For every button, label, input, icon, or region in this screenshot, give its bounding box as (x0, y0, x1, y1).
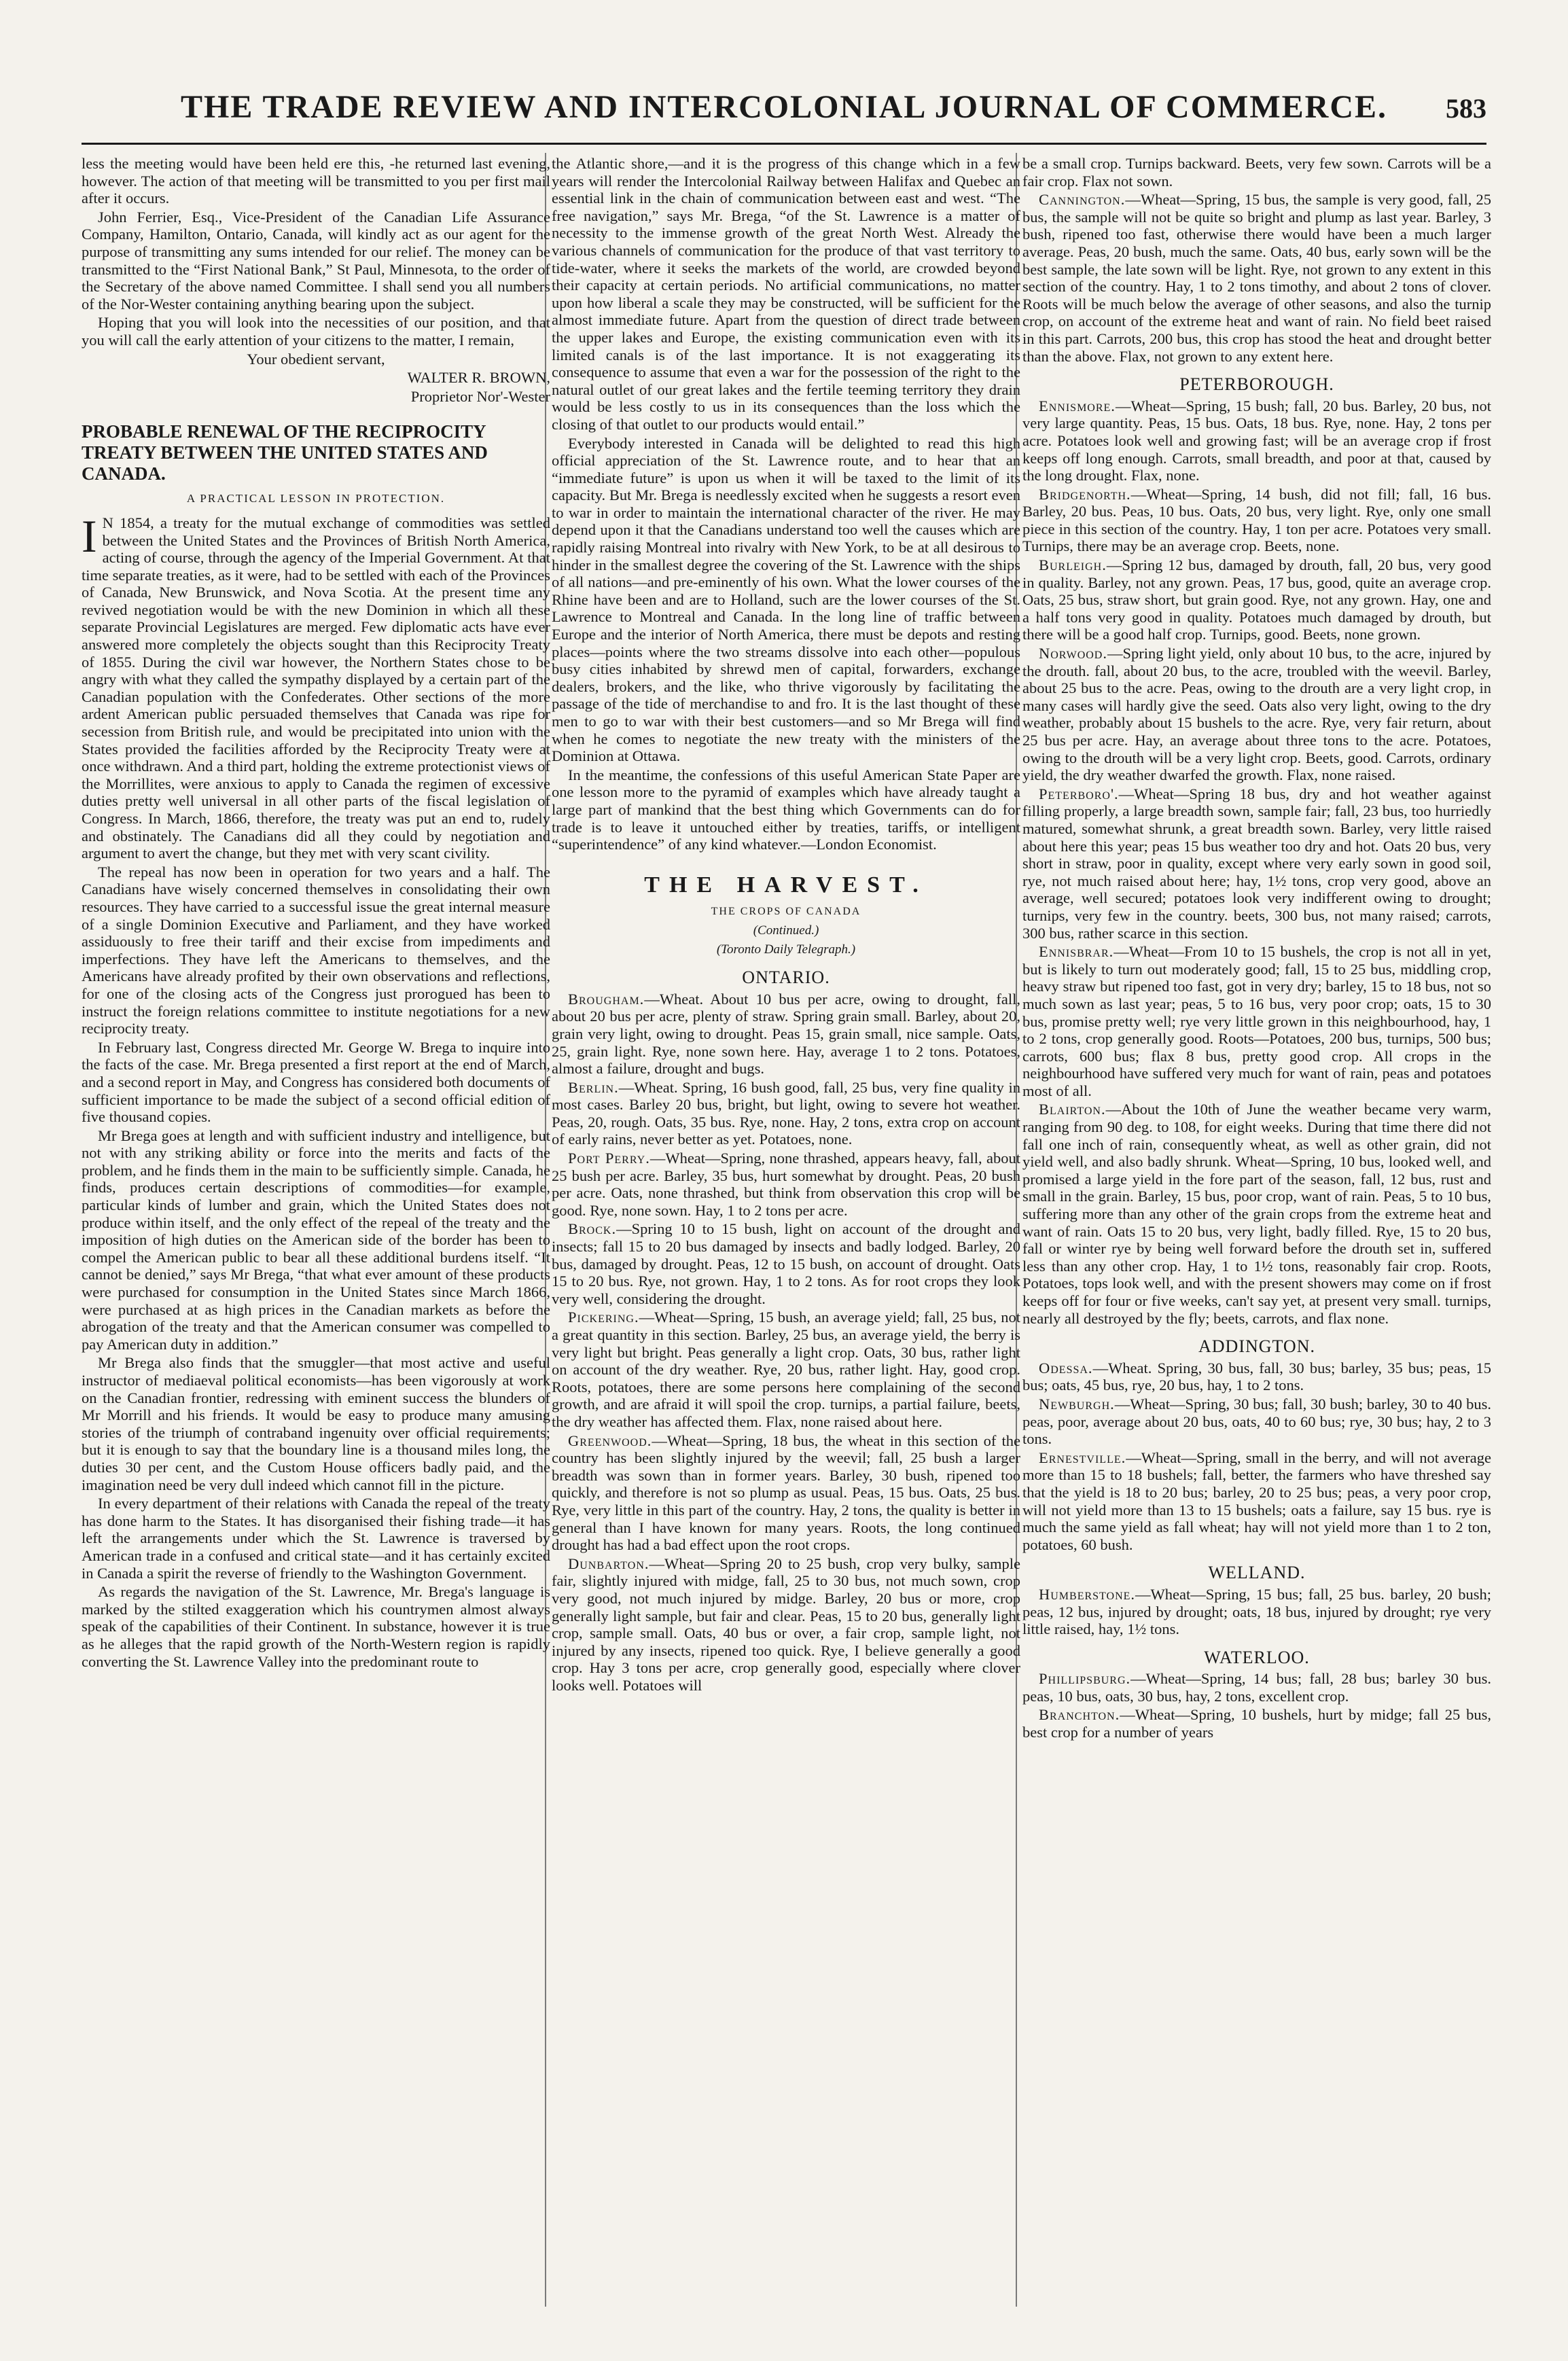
harvest-entry (1022, 1586, 1491, 1638)
article-title: PROBABLE RENEWAL OF THE RECIPROCITY TREATY BETWEEN THE UNITED STATES AND CANADA. (82, 421, 488, 484)
harvest-entries (1022, 1586, 1491, 1638)
entry-text: —Spring 12 bus, damaged by drouth, fall, 20 bus, very good in quality. Barley, not any grown. Peas, 17 bus, good, quite an average crop. Oats, 25 bus, straw short, but grain good. Rye, not any grown. Hay, one and a half tons very good in quality. Potatoes much damaged by drouth, but there will be a good half crop. Turnips, good. Beets, none grown. (1022, 556, 1491, 643)
entry-place: Dunbarton. (568, 1555, 649, 1572)
harvest-entries (1022, 155, 1491, 365)
entry-text: —Wheat—Spring, 18 bus, the wheat in this section of the country has been slightly injured by the weevil; fall, 25 bush a larger breadth was sown than in former years. Barley, 30 bush, ripened too quickly, and therefore is not so plump as usual. Peas, 15 bus. Oats, 25 bus. Rye, very little in this part of the country. Hay, 2 tons, the quality is better in general than I have known for many years. Roots, the long continued drought has had a bad effect upon the root crops. (552, 1432, 1020, 1554)
harvest-entry (1022, 155, 1491, 190)
entry-place: Cannington. (1039, 191, 1126, 209)
district-heading: PETERBOROUGH. (1179, 374, 1334, 395)
entry-text: —Spring light yield, only about 10 bus, to the acre, injured by the drouth. fall, about 20 bus, to the acre, troubled with the weevil. Barley, about 25 bus to the acre. Peas, owing to the drouth are a very light crop, in many cases will hardly give the seed. Oats also very light, owing to the dry weather, probably about 15 bushels to the acre. Rye, very fair return, about 25 bus per acre. Hay, an average about three tons to the acre. Potatoes, owing to the drouth will be a very light crop. Beets, good. Carrots, ordinary yield, the dry weather dwarfed the growth. Flax, none raised. (1022, 645, 1491, 784)
harvest-entries (1022, 1360, 1491, 1554)
harvest-entry (1022, 785, 1491, 942)
article-paragraph: Everybody interested in Canada will be delighted to read this high official appreciation of the St. Lawrence route, and to hear that an “immediate future” is upon us when it will be taxed to the limit of its capacity. But Mr. Brega is needlessly excited when he suggests a resort even to war in order to maintain the international character of the river. He may depend upon it that the Canadians understand too well the causes which are rapidly raising Montreal into rivalry with New York, to be at all desirous to hinder in the smallest degree the covering of the St. Lawrence with the ships of all nations—and pre-eminently of his own. What the lower courses of the Rhine have been and are to Holland, such are the lower courses of the St. Lawrence to Montreal and Canada. In the long line of traffic between Europe and the interior of North America, there must be depots and resting places—points where the two streams dissolve into each other—populous busy cities inhabited by shrewd men of capital, forwarders, exchange dealers, brokers, and the like, who thrive vigorously by facilitating the passage of the tide of merchandise to and fro. It is the last thought of these men to go to war with their best customers—and so Mr Brega will find when he comes to negotiate the new treaty with the ministers of the Dominion at Ottawa. (552, 434, 1020, 765)
entry-place: Ennisbrar. (1039, 943, 1114, 961)
entry-place: Berlin. (568, 1078, 619, 1096)
entry-place: Greenwood. (568, 1432, 652, 1449)
entry-text: —Wheat—Spring, none thrashed, appears heavy, fall, about 25 bush per acre. Barley, 35 bus, hurt somewhat by drought. Peas, 20 bush per acre. Oats, none thrashed, but think from observation this crop will be good. Rye, none sown. Hay, 1 to 2 tons per acre. (552, 1150, 1020, 1219)
harvest-entry (552, 1432, 1020, 1554)
article-subtitle: A PRACTICAL LESSON IN PROTECTION. (186, 492, 446, 505)
entry-text: —Wheat—Spring, 15 bus, the sample is very good, fall, 25 bus, the sample will not be quite so bright and plump as last year. Barley, 3 bush, ripened too fast, otherwise there would have been a much larger average. Peas, 20 bush, much the same. Oats, 40 bus, early sown will be the best sample, the late sown will be light. Rye, not grown to any extent in this section of the country. Hay, 1 to 2 tons timothy, and about 2 tons of clover. Roots will be much below the average of other seasons, and also the turnip crop, on account of the extreme heat and want of rain. No field beet raised in this part. Carrots, 200 bus, this crop has stood the heat and drought better than the above. Flax, not grown to any extent here. (1022, 191, 1491, 365)
province-heading: ONTARIO. (742, 968, 830, 988)
masthead (0, 88, 1568, 136)
harvest-entry (552, 1309, 1020, 1430)
harvest-entry (1022, 397, 1491, 484)
harvest-entry (1022, 1670, 1491, 1705)
entry-place: Ernestville. (1039, 1449, 1126, 1466)
entry-text: —Wheat—From 10 to 15 bushels, the crop is not all in yet, but is likely to turn out moderately good; fall, 15 to 25 bus, middling crop, heavy straw but ripened too fast, got in very dry; barley, 15 to 18 bus, not so much sown as last year; peas, 5 to 16 bus, very poor crop; oats, 15 to 30 bus, promise pretty well; rye very little grown in this neighbourhood, hay, 1 to 2 tons, crop generally good. Roots—Potatoes, 200 bus, turnips, 500 bus; carrots, 600 bus; flax 8 bus, pretty good crop. All crops in the neighbourhood have suffered very much for want of rain, peas and potatoes most of all. (1022, 943, 1491, 1099)
column-1 (82, 155, 550, 2302)
harvest-entry (1022, 1101, 1491, 1327)
harvest-entries (552, 991, 1020, 1694)
entry-place: Humberstone. (1039, 1585, 1136, 1603)
entry-text: —Wheat—Spring, 10 bushels, hurt by midge; fall 25 bus, best crop for a number of years (1022, 1706, 1491, 1741)
letter-paragraph: John Ferrier, Esq., Vice-President of the Canadian Life Assurance Company, Hamilton, Ontario, Canada, will kindly act as our agent for the purpose of transmitting any sums intended for our relief. The money can be transmitted to the “First National Bank,” St Paul, Minnesota, to the order of the Secretary of the above named Committee. I shall send you all numbers of the Nor-Wester containing anything bearing upon the subject. (82, 208, 550, 313)
harvest-entry (1022, 1449, 1491, 1554)
entry-text: —About the 10th of June the weather became very warm, ranging from 90 deg. to 108, for eight weeks. During that time there did not fall one inch of rain, consequently wheat, as well as other grain, did not yield well, and also badly shrunk. Wheat—Spring, 10 bus, looked well, and promised a large yield in the fore part of the season, fall, 12 bus, rust and small in the grain. Barley, 15 bus, poor crop, want of rain. Peas, 5 to 10 bus, suffering more than any other of the grain crops from the extreme heat and want of rain. Oats 15 to 20 bus, very light, badly filled. Rye, 15 to 20 bus, fall or winter rye by being well forward before the drouth set in, suffered less than any other crop. Hay, 1 to 1½ tons, reasonably fair crop. Roots, Potatoes, tops look well, and with the present showers may come on if frost keeps off for four or five weeks, can't say yet, at present very small. turnips, nearly all destroyed by the fly; beets, carrots, and flax none. (1022, 1101, 1491, 1327)
harvest-entry (1022, 486, 1491, 555)
harvest-entry (552, 1555, 1020, 1694)
harvest-entry (1022, 645, 1491, 784)
letter-paragraph: less the meeting would have been held ere this, -he returned last evening, however. The action of that meeting will be transmitted to you per first mail after it occurs. (82, 155, 550, 207)
entry-text: —Wheat—Spring, small in the berry, and will not average more than 15 to 18 bushels; fall, better, the farmers who have threshed say that the yield is 18 to 20 bus; barley, 20 to 25 bus; peas, a very poor crop, will not yield more than 13 to 15 bushels; oats a failure, say 15 bus. rye is much the same yield as fall wheat; hay will not yield more than 1 to 2 ton, potatoes, 60 bush. (1022, 1449, 1491, 1553)
entry-text: —Wheat—Spring, 30 bus; fall, 30 bush; barley, 30 to 40 bus. peas, poor, average about 20 bus, oats, 40 to 60 bus; rye, 30 bus; hay, 2 to 3 tons. (1022, 1395, 1491, 1448)
harvest-heading: THE HARVEST. (644, 872, 928, 898)
entry-text: —Wheat—Spring, 15 bush, an average yield; fall, 25 bus, not a great quantity in this section. Barley, 25 bus, an average yield, the berry is very light but bright. Peas generally a light crop. Oats, 30 bus, rather light on account of the dry weather. Rye, 20 bus, rather light. Hay, good crop. Roots, potatoes, there are some persons here complaining of the second growth, and are afraid it will spoil the crop. turnips, a partial failure, beets, the dry weather has affected them. Flax, none raised about here. (552, 1309, 1020, 1430)
entry-text: be a small crop. Turnips backward. Beets, very few sown. Carrots will be a fair crop. Flax not sown. (1022, 155, 1491, 190)
harvest-entry (552, 1150, 1020, 1219)
entry-place: Burleigh. (1039, 556, 1107, 574)
entry-text: —Wheat—Spring, 15 bush; fall, 20 bus. Barley, 20 bus, not very large quantity. Peas, 15 bus. Oats, 18 bus. Rye, none. Hay, 2 tons per acre. Potatoes look well and growing fast; will be an average crop if frost keeps off long enough. Carrots, small breadth, and poor at that, caused by the long drought. Flax, none. (1022, 397, 1491, 484)
entry-text: —Wheat—Spring 20 to 25 bush, crop very bulky, sample fair, slightly injured with midge, fall, 25 to 30 bus, not much sown, crop very good, not much injured by midge. Barley, 20 bus or more, crop generally light sample, but fair and clear. Peas, 15 to 20 bus, generally light crop, sample small. Oats, 40 bus or over, a fair crop, sample light, not injured by any insects, ripened too quick. Rye, I believe generally a good crop. Hay 3 tons per acre, crop generally good, especially where clover looks well. Potatoes will (552, 1555, 1020, 1694)
entry-place: Newburgh. (1039, 1395, 1115, 1413)
article-paragraph: As regards the navigation of the St. Lawrence, Mr. Brega's language is marked by the stilted exaggeration which his countrymen almost always speak of the capabilities of their Continent. In substance, however it is true as he alleges that the rapid growth of the North-Western region is rapidly converting the St. Lawrence Valley into the predominant route to (82, 1583, 550, 1670)
entry-place: Phillipsburg. (1039, 1670, 1131, 1688)
entry-text: —Wheat. Spring, 30 bus, fall, 30 bus; barley, 35 bus; peas, 15 bus; oats, 45 bus, rye, 20 bus, hay, 1 to 2 tons. (1022, 1359, 1491, 1394)
entry-text: —Wheat—Spring, 15 bus; fall, 25 bus. barley, 20 bush; peas, 12 bus, injured by drought; oats, 18 bus, injured by drought; rye very little raised, hay, 1½ tons. (1022, 1585, 1491, 1638)
column-3 (1022, 155, 1491, 2302)
harvest-entry (1022, 556, 1491, 643)
journal-title: THE TRADE REVIEW AND INTERCOLONIAL JOURNAL OF COMMERCE. (180, 89, 1387, 125)
entry-place: Bridgenorth. (1039, 485, 1131, 503)
district-heading: WELLAND. (1208, 1563, 1306, 1583)
entry-place: Peterboro'. (1039, 785, 1119, 802)
harvest-entry (552, 991, 1020, 1078)
entry-place: Brock. (568, 1220, 617, 1238)
entry-place: Norwood. (1039, 645, 1107, 662)
article-paragraph: In every department of their relations with Canada the repeal of the treaty has done harm to the States. It has disorganised their fishing trade—it has left the arrangements under which the St. Lawrence is traversed by American trade in a confused and critical state—and it has certainly excited in Canada a spirit the reverse of friendly to the Washington Government. (82, 1495, 550, 1582)
entry-text: —Spring 10 to 15 bush, light on account of the drought and insects; fall 15 to 20 bus damaged by insects and badly lodged. Barley, 20 bus, damaged by drought. Peas, 12 to 15 bush, on account of drought. Oats 15 to 20 bus. Rye, not grown. Hay, 1 to 2 tons. As for root crops they look very well, considering the drought. (552, 1220, 1020, 1307)
entry-text: —Wheat. Spring, 16 bush good, fall, 25 bus, very fine quality in most cases. Barley 20 bus, bright, but light, owing to severe hot weather. Peas, 20, rough. Oats, 35 bus. Rye, none. Hay, 2 tons, extra crop on account of early rains, never better as yet. Potatoes, none. (552, 1078, 1020, 1148)
article-paragraph: In the meantime, the confessions of this useful American State Paper are one lesson more to the pyramid of examples which have already taught a large part of mankind that the best thing which Governments can do for trade is to leave it untouched either by treaties, tariffs, or intelligent “superintendence” of any kind whatever.—London Economist. (552, 766, 1020, 853)
entry-place: Brougham. (568, 990, 645, 1008)
entry-text: —Wheat. About 10 bus per acre, owing to drought, fall, about 20 bus per acre, plenty of straw. Spring grain small. Barley, about 20, grain very light, owing to drought. Peas 15, grain small, nice sample. Oats, 25, grain light. Rye, none sown here. Hay, average 1 to 2 tons. Potatoes, almost a failure, drought and bugs. (552, 990, 1020, 1078)
letter-signature-role: Proprietor Nor'-Wester (410, 387, 550, 405)
entry-text: —Wheat—Spring, 14 bush, did not fill; fall, 16 bus. Barley, 20 bus. Peas, 10 bus. Oats, 20 bus, very light. Rye, only one small piece in this section of the country. Hay, 1 ton per acre. Potatoes very small. Turnips, there may be an average crop. Beets, none. (1022, 485, 1491, 555)
harvest-entry (1022, 191, 1491, 365)
harvest-subheading: THE CROPS OF CANADA (711, 906, 861, 918)
letter-paragraph: Hoping that you will look into the necessities of our position, and that you will call the early attention of your citizens to the matter, I remain, (82, 314, 550, 349)
harvest-entry (1022, 1396, 1491, 1448)
entry-place: Odessa. (1039, 1359, 1093, 1377)
harvest-entries (1022, 397, 1491, 1327)
harvest-entry (1022, 943, 1491, 1099)
harvest-entry (552, 1079, 1020, 1148)
harvest-source: (Toronto Daily Telegraph.) (716, 942, 856, 957)
entry-place: Ennismore. (1039, 397, 1116, 414)
drop-cap: I (82, 510, 97, 562)
column-2 (552, 155, 1020, 2302)
article-paragraph: I N 1854, a treaty for the mutual exchange of commodities was settled between the United States and the Provinces of British North America, acting of course, through the agency of the Imperial Government. At that time separate treaties, as it were, had to be settled with each of the Provinces of Canada, New Brunswick, and Nova Scotia. At the present time any revived negotiation would be with the new Dominion in which all these separate Provincial Legislatures are merged. Few diplomatic acts have ever answered more completely the objects sought than this Reciprocity Treaty of 1855. During the civil war however, the Northern States chose to be angry with what they called the sympathy displayed by a certain part of the Canadian population with the Confederates. Other sections of the more ardent American public persuaded themselves that Canada was ripe for secession from British rule, and would be precipitated into union with the States provided the facilities afforded by the Reciprocity Treaty were at once withdrawn. And a third part, holding the extreme protectionist views of the Morrillites, were anxious to apply to Canada the regimen of excessive duties pretty well universal in all other parts of the fiscal legislation of Congress. In March, 1866, therefore, the treaty was put an end to, rudely and obstinately. The Canadians did all they could by negotiation and argument to avert the change, but they met with very scant civility. (82, 510, 550, 862)
entry-place: Pickering. (568, 1309, 639, 1326)
letter-signature: WALTER R. BROWN, (407, 369, 550, 387)
entry-place: Branchton. (1039, 1706, 1120, 1724)
district-heading: ADDINGTON. (1198, 1336, 1315, 1357)
page-number: 583 (1446, 93, 1486, 124)
harvest-entry (1022, 1360, 1491, 1394)
entry-place: Blairton. (1039, 1101, 1106, 1118)
harvest-entries (1022, 1670, 1491, 1741)
entry-place: Port Perry. (568, 1150, 650, 1167)
entry-text: —Wheat—Spring, 14 bus; fall, 28 bus; barley 30 bus. peas, 10 bus, oats, 30 bus, hay, 2 tons, excellent crop. (1022, 1670, 1491, 1705)
entry-text: —Wheat—Spring 18 bus, dry and hot weather against filling properly, a large breadth sown, sample fair; fall, 23 bus, too hurriedly matured, somewhat shrunk, a great breadth sown. Barley, very little raised about here this year; peas 15 bus weather too dry and hot. Oats 20 bus, very short in straw, poor in quality, except where very early sown in good soil, rye, not much raised about here; hay, 1½ tons, crop very good, above an average, well secured; potatoes look very indifferent owing to drought; turnips, very few in the country. beets, 300 bus, not many raised; carrots, 300 bus, rather scarce in this section. (1022, 785, 1491, 942)
article-paragraph: In February last, Congress directed Mr. George W. Brega to inquire into the facts of the case. Mr. Brega presented a first report at the end of March, and a second report in May, and Congress has considered both documents of sufficient importance to be made the subject of a second official edition of five thousand copies. (82, 1038, 550, 1126)
harvest-continued: (Continued.) (753, 923, 819, 938)
district-heading: WATERLOO. (1204, 1647, 1310, 1667)
harvest-entry (552, 1220, 1020, 1307)
article-paragraph: The repeal has now been in operation for two years and a half. The Canadians have wisely concerned themselves in consolidating their own resources. They have carried to a successful issue the great internal measure of a single Dominion Executive and Parliament, and they have worked assiduously to free their tariff and their excise from impediments and imperfections. They have left the Americans to themselves, and the Americans have already profited by their own observations and reflections, for one of the closing acts of the Congress just prorogued has been to instruct the foreign relations committee to institute negotiations for a new reciprocity treaty. (82, 863, 550, 1037)
header-rule (82, 143, 1486, 145)
letter-closing: Your obedient servant, (247, 350, 385, 368)
article-paragraph: Mr Brega also finds that the smuggler—that most active and useful instructor of mediaeval political economists—has been vigorously at work on the Canadian frontier, redressing with eminent success the blunders of Mr Morrill and his friends. It would be easy to produce many amusing stories of the triumph of contraband ingenuity over official requirements; but it is enough to say that the boundary line is a thousand miles long, the duties 30 per cent, and the Custom House officers badly paid, and the imagination need be very dull indeed which cannot fill in the picture. (82, 1354, 550, 1493)
article-paragraph: the Atlantic shore,—and it is the progress of this change which in a few years will render the Intercolonial Railway between Halifax and Quebec an essential link in the chain of communication between east and west. “The free navigation,” says Mr. Brega, “of the St. Lawrence is a matter of necessity to the immense growth of the great North West. Already the various channels of communication for the produce of that vast territory to tide-water, where it seeks the markets of the world, are crowded beyond their capacity at certain periods. No artificial communications, no matter upon how liberal a scale they may be constructed, will be sufficient for the almost immediate future. Apart from the question of direct trade between the upper lakes and Europe, the existing communication even with its limited canals is of the last importance. It is not exaggerating its consequence to assume that even a war for the possession of the right to the natural outlet of our great lakes and the fertile teeming territory they drain would be less costly to us in its consequences than the loss which the closing of that outlet to our products would entail.” (552, 155, 1020, 433)
article-paragraph: Mr Brega goes at length and with sufficient industry and intelligence, but not with any striking ability or force into the merits and facts of the problem, and he finds them in the main to be sufficiently simple. Canada, he finds, produces certain descriptions of commodities—for example, particular kinds of lumber and grain, which the United States does not produce within itself, and the only effect of the repeal of the treaty and the imposition of high duties on the American side of the border has been to compel the American public to bear all these additional burdens itself. “It cannot be denied,” says Mr Brega, “that what ever amount of these products were purchased for consumption in the United States since March 1866, were purchased at as high prices in the Canadian markets as before the abrogation of the treaty and that the American consumer was compelled to pay American duty in addition.” (82, 1126, 550, 1353)
harvest-entry (1022, 1706, 1491, 1741)
